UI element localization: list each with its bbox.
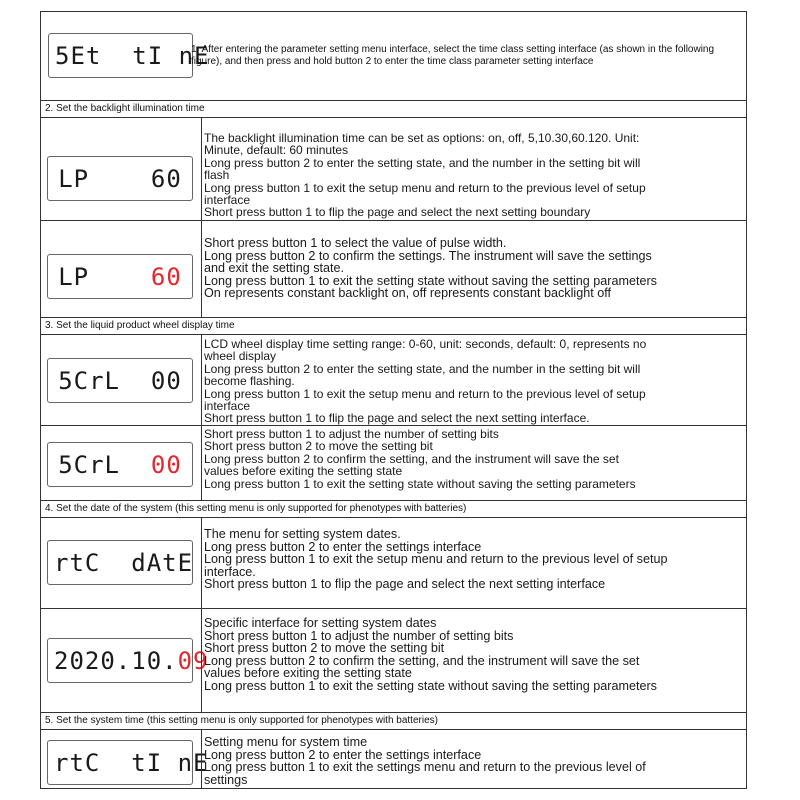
- section-header: [41, 712, 746, 729]
- lcd-display: [47, 540, 193, 585]
- section-header: [41, 317, 746, 334]
- lcd-flashing-digits: 09: [177, 646, 209, 675]
- lcd-flashing-digits: 00: [150, 450, 182, 479]
- lcd-text: 5Et tI nE: [55, 41, 210, 70]
- setting-description: The menu for setting system dates. Long press button 2 to enter the settings interface Long press button 1 to exit the setup menu and return to the previous level of setup interface. Short press button 1 to flip the page and select the next setting interface: [204, 527, 668, 592]
- lcd-text: 2020.10.: [54, 646, 178, 675]
- section-title: 3. Set the liquid product wheel display time: [45, 320, 235, 331]
- section-header: [41, 500, 746, 517]
- lcd-display: [47, 740, 209, 785]
- setting-row: [41, 117, 746, 220]
- section-header: [41, 100, 746, 117]
- setting-row: [41, 729, 746, 789]
- section-title: 4. Set the date of the system (this setting menu is only supported for phenotypes with batteries): [45, 503, 467, 514]
- lcd-text: LP 60: [58, 164, 182, 193]
- setting-description: Setting menu for system time Long press button 2 to enter the settings interface Long press button 1 to exit the settings menu and return to the previous level of settings: [204, 735, 646, 787]
- section-title: 2. Set the backlight illumination time: [45, 103, 205, 114]
- setting-row: [41, 608, 746, 712]
- setting-description: Short press button 1 to select the value of pulse width. Long press button 2 to confirm the settings. The instrument will save the settings and exit the setting state. Long press button 1 to exit the setting state without saving the setting parameters On represents constant backlight on, off represents constant backlight off: [204, 236, 657, 301]
- setting-row: [41, 220, 746, 317]
- lcd-display: [47, 638, 209, 683]
- lcd-text: 5CrL: [58, 450, 151, 479]
- intro-text: 1. After entering the parameter setting menu interface, select the time class setting interface (as shown in the following figure), and then press and hold button 2 to enter the time class parameter setting interface: [191, 44, 715, 67]
- lcd-display: [47, 358, 193, 403]
- setting-description: Short press button 1 to adjust the number of setting bits Short press button 2 to move the setting bit Long press button 2 to confirm the setting, and the instrument will save the set values before exiting the setting state Long press button 1 to exit the setting state without saving the setting parameters: [204, 427, 636, 491]
- lcd-text: LP: [58, 262, 151, 291]
- lcd-text: rtC tI nE: [54, 748, 209, 777]
- lcd-text: 5CrL 00: [58, 366, 182, 395]
- setting-row: [41, 517, 746, 608]
- lcd-display: [47, 254, 193, 299]
- lcd-text: rtC dAtE: [54, 548, 194, 577]
- setting-description: LCD wheel display time setting range: 0-60, unit: seconds, default: 0, represents no wheel display Long press button 2 to enter the setting state, and the number in the setting bit will become flashing. Long press button 1 to exit the setup menu and return to the previous level of setup interface Short press button 1 to flip the page and select the next setting interface.: [204, 337, 647, 425]
- setting-description: The backlight illumination time can be set as options: on, off, 5,10.30,60.120. Unit: Minute, default: 60 minutes Long press button 2 to enter the setting state, and the number in the setting bit will flash Long press button 1 to exit the setup menu and return to the previous level of setup interface Short press button 1 to flip the page and select the next setting boundary: [204, 131, 646, 220]
- setting-row: [41, 334, 746, 425]
- setting-row: [41, 425, 746, 500]
- lcd-display: [47, 442, 193, 487]
- lcd-display: [47, 156, 193, 201]
- lcd-display: [48, 33, 210, 78]
- setting-description: Specific interface for setting system dates Short press button 1 to adjust the number of setting bits Short press button 2 to move the setting bit Long press button 2 to confirm the setting, and the instrument will save the set values before exiting the setting state Long press button 1 to exit the setting state without saving the setting parameters: [204, 616, 657, 693]
- lcd-flashing-digits: 60: [150, 262, 182, 291]
- section-title: 5. Set the system time (this setting menu is only supported for phenotypes with batteries): [45, 715, 438, 726]
- intro-row: [41, 12, 746, 100]
- instruction-sheet: [40, 11, 747, 789]
